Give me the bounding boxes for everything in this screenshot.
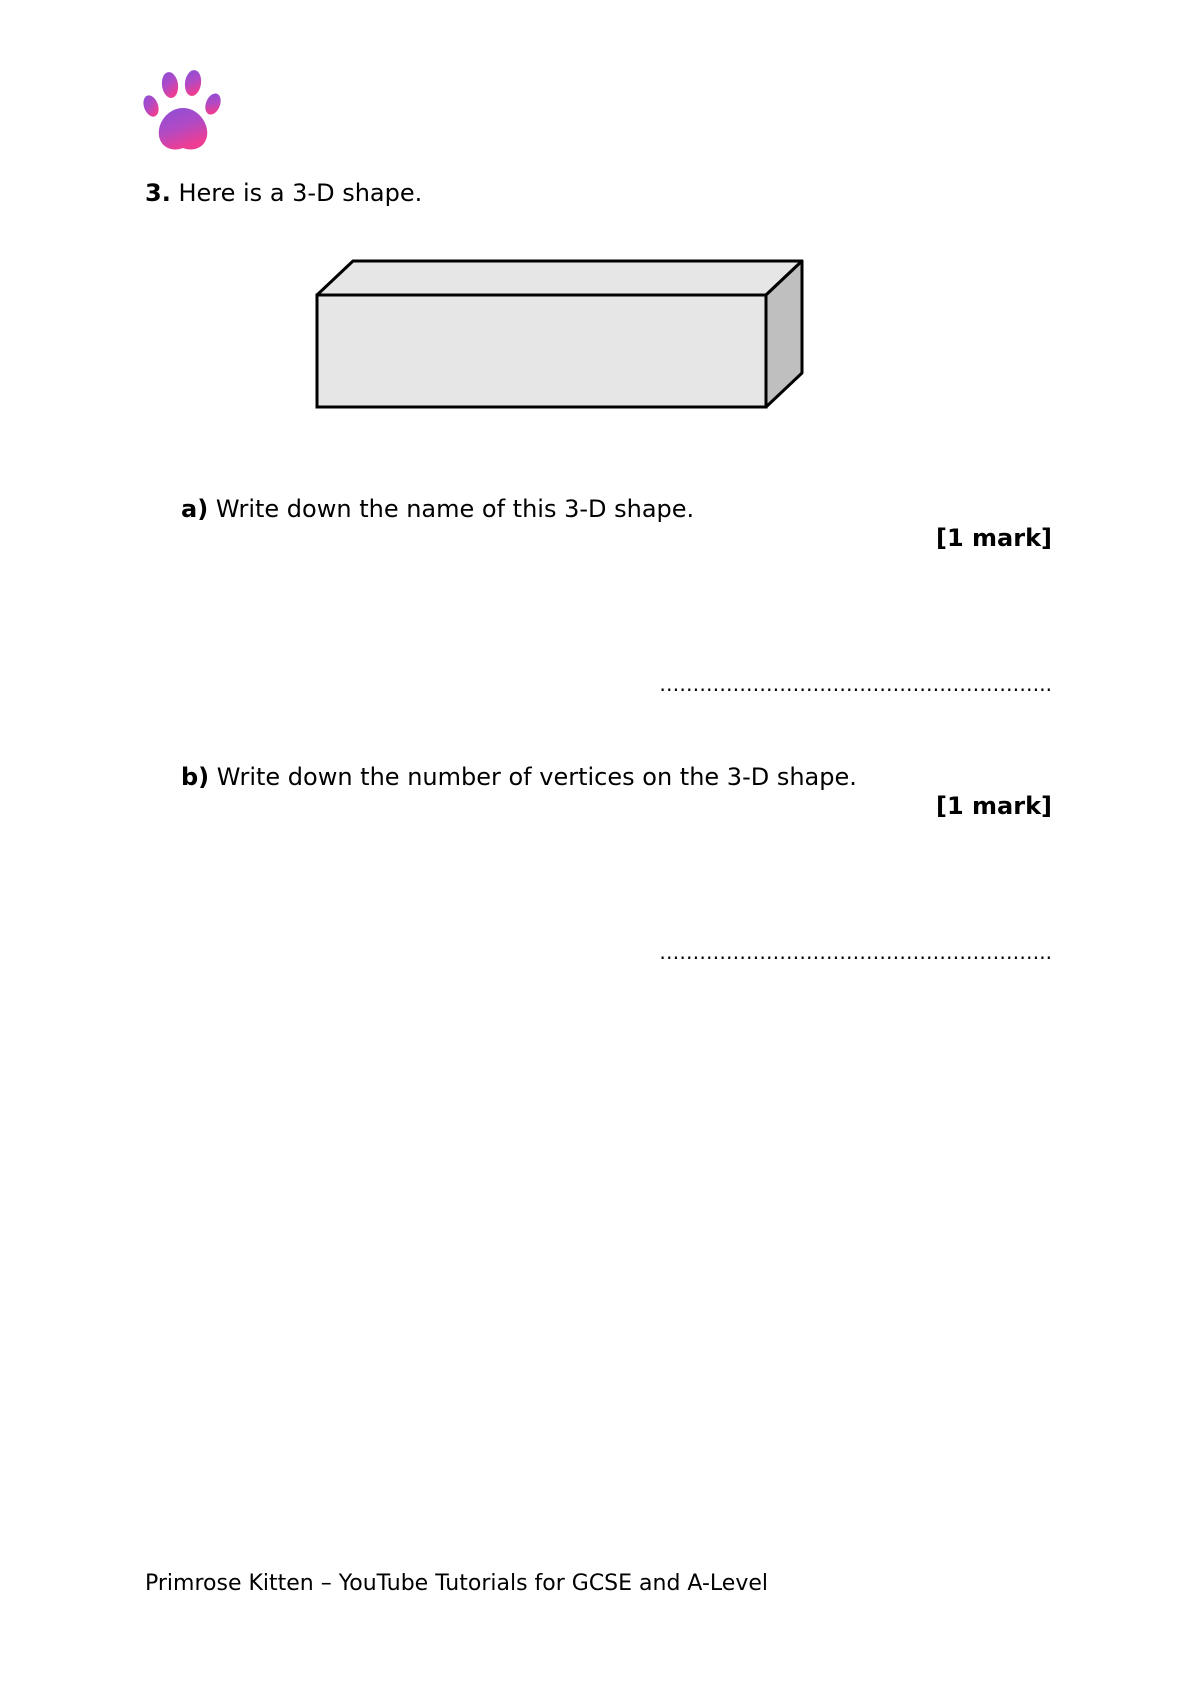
paw-print-icon: [143, 68, 223, 154]
part-b-label: b): [181, 763, 210, 791]
part-a-answer-line[interactable]: …………………………………………………..: [659, 672, 1052, 696]
part-b: [181, 762, 857, 792]
question-number: 3.: [145, 179, 171, 207]
part-a-text: Write down the name of this 3-D shape.: [215, 495, 695, 523]
part-a-marks: [1 mark]: [936, 524, 1052, 552]
cuboid-front-face: [317, 295, 766, 407]
part-a: [181, 494, 694, 524]
cuboid-top-face: [317, 261, 802, 295]
part-b-text: Write down the number of vertices on the 3-D shape.: [216, 763, 857, 791]
cuboid-diagram: [305, 255, 805, 410]
page-footer: Primrose Kitten – YouTube Tutorials for GCSE and A-Level: [145, 1571, 768, 1596]
part-b-answer-line[interactable]: …………………………………………………..: [659, 940, 1052, 964]
question-3: [145, 178, 422, 208]
question-text: Here is a 3-D shape.: [178, 179, 423, 207]
part-a-label: a): [181, 495, 209, 523]
part-b-marks: [1 mark]: [936, 792, 1052, 820]
